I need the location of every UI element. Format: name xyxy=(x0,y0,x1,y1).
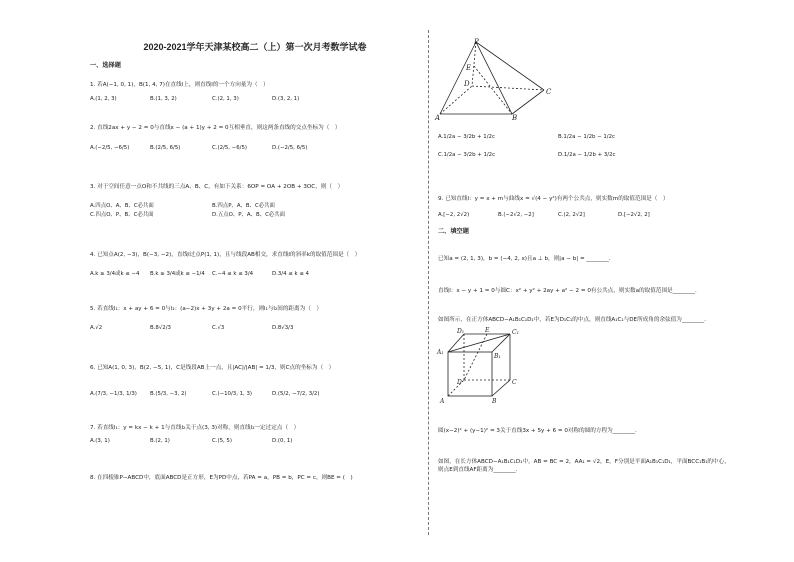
question-6: 6. 已知A(1, 0, 3)，B(2, −5, 1)，C是线段AB上一点，且|AC|/|AB| = 1/3，则C点的坐标为（ ） xyxy=(90,365,335,371)
question-1: 1. 若A(−1, 0, 1)，B(1, 4, 7)在直线l上，则直线l的一个方向量为（ ） xyxy=(90,82,269,88)
cube-label-c1: C₁ xyxy=(512,329,519,336)
q6-option-b: B.(5/3, −3, 2) xyxy=(150,391,187,397)
fill-question-3: 如图所示，在正方体ABCD−A₁B₁C₁D₁中，若E为D₁C₁的中点，则直线A₁C₁与DE所成角的余弦值为________． xyxy=(438,317,710,323)
right-column xyxy=(432,0,794,562)
pyramid-figure xyxy=(432,38,572,123)
q6-option-d: D.(5/2, −7/2, 3/2) xyxy=(272,391,320,397)
q3-option-d: D.五点O、P、A、B、C必共面 xyxy=(212,212,286,218)
q9-option-a: A.[−2, 2√2) xyxy=(438,212,470,218)
q8-option-d: D.1/2a − 1/2b + 3/2c xyxy=(558,152,616,158)
q1-option-c: C.(2, 1, 3) xyxy=(212,96,239,102)
q4-option-c: C.−4 ≤ k ≤ 3/4 xyxy=(212,271,254,277)
label-e: E xyxy=(466,64,472,72)
cube-label-b: B xyxy=(492,398,497,405)
q7-option-b: B.(2, 1) xyxy=(150,438,170,444)
q2-option-c: C.(2/5, −6/5) xyxy=(212,145,247,151)
question-4: 4. 已知点A(2, −3)，B(−3, −2)，直线l过点P(1, 1)，且与线段AB相交，求直线l的斜率k的取值范围是（ ） xyxy=(90,252,361,258)
q1-option-d: D.(3, 2, 1) xyxy=(272,96,300,102)
q9-option-b: B.(−2√2, −2] xyxy=(498,212,534,218)
q7-option-d: D.(0, 1) xyxy=(272,438,293,444)
cube-label-c: C xyxy=(512,379,517,386)
cube-label-a1: A₁ xyxy=(437,349,444,356)
q3-option-c: C.四点O、P、B、C必共面 xyxy=(90,212,154,218)
label-a: A xyxy=(435,114,441,122)
q3-option-b: B.四点P、A、B、C必共面 xyxy=(212,203,275,209)
q7-option-c: C.(5, 5) xyxy=(212,438,232,444)
q5-option-a: A.√2 xyxy=(90,325,103,331)
fill-question-4: 圆(x−2)² + (y−1)² = 3关于直线3x + 5y + 6 = 0对称的圆的方程为________． xyxy=(438,428,641,434)
q6-option-a: A.(7/3, −1/3, 1/3) xyxy=(90,391,137,397)
label-b: B xyxy=(512,114,518,122)
q2-option-a: A.(−2/5, −6/5) xyxy=(90,145,130,151)
cube-label-e: E xyxy=(485,327,490,334)
cube-label-b1: B₁ xyxy=(494,353,501,360)
q5-option-b: B.8√2/3 xyxy=(150,325,171,331)
q8-option-b: B.1/2a − 1/2b − 1/2c xyxy=(558,134,616,140)
fill-question-2: 直线l：x − y + 1 = 0与圆C：x² + y² + 2ay + a² − 2 = 0有公共点，则实数a的取值范围是________． xyxy=(438,288,701,294)
question-3: 3. 对于空间任意一点O和不共线的三点A、B、C，有如下关系：6OP = OA + 2OB + 3OC，则（ ） xyxy=(90,184,344,190)
question-5: 5. 若直线l₁：x + ay + 6 = 0与l₂：(a−2)x + 3y + 2a = 0平行，则l₁与l₂间的距离为（ ） xyxy=(90,306,322,312)
question-7: 7. 若直线l₁：y = kx − k + 1与直线l₂关于点(3, 3)对称，则直线l₂一定过定点（ ） xyxy=(90,425,300,431)
label-d: D xyxy=(464,80,470,88)
page-title: 2020-2021学年天津某校高二（上）第一次月考数学试卷 xyxy=(143,42,367,52)
section-choice-heading: 一、选择题 xyxy=(90,62,121,69)
q4-option-a: A.k ≥ 3/4或k ≤ −4 xyxy=(90,271,140,277)
question-9: 9. 已知直线l：y = x + m与曲线x = √(4 − y²)有两个公共点，则实数m的取值范围是（ ） xyxy=(438,196,669,202)
question-2: 2. 直线2ax + y − 2 = 0与直线x − (a + 1)y + 2 = 0互相垂直，则这两条直线的交点坐标为（ ） xyxy=(90,125,341,131)
q3-option-a: A.四点O、A、B、C必共面 xyxy=(90,203,154,209)
q5-option-c: C.√3 xyxy=(212,325,225,331)
fill-question-5: 如图，在长方体ABCD−A₁B₁C₁D₁中，AB = BC = 2，AA₁ = √2，E，F分别是平面A₁B₁C₁D₁，平面BCC₁B₁的中心， xyxy=(438,459,730,465)
q2-option-b: B.(2/5, 6/5) xyxy=(150,145,181,151)
q5-option-d: D.8√3/3 xyxy=(272,325,294,331)
cube-label-d: D xyxy=(457,379,462,386)
q6-option-c: C.(−10/3, 1, 3) xyxy=(212,391,253,397)
cube-label-d1: D₁ xyxy=(457,328,465,335)
q7-option-a: A.(3, 1) xyxy=(90,438,110,444)
label-p: P xyxy=(474,38,479,46)
cube-figure xyxy=(434,326,534,406)
fill-question-1: 已知a = (2, 1, 3)，b = (−4, 2, x)且a ⊥ b，则|a − b| = ________． xyxy=(438,256,615,262)
q4-option-b: B.k ≥ 3/4或k ≤ −1/4 xyxy=(150,271,205,277)
question-8: 8. 在四棱锥P−ABCD中，底面ABCD是正方形，E为PD中点，若PA = a，PB = b，PC = c，则BE = ( ) xyxy=(90,475,353,481)
label-c: C xyxy=(546,88,552,96)
q8-option-a: A.1/2a − 3/2b + 1/2c xyxy=(438,134,495,140)
q2-option-d: D.(−2/5, 6/5) xyxy=(272,145,308,151)
column-divider xyxy=(428,30,429,535)
q8-option-c: C.1/2a − 3/2b + 1/2c xyxy=(438,152,496,158)
q9-option-d: D.[−2√2, 2] xyxy=(618,212,650,218)
q1-option-b: B.(1, 3, 2) xyxy=(150,96,177,102)
fill-question-5-cont: 则点E到直线AF距离为________． xyxy=(438,467,522,473)
section-fill-heading: 二、填空题 xyxy=(438,228,469,235)
q4-option-d: D.3/4 ≤ k ≤ 4 xyxy=(272,271,309,277)
q1-option-a: A.(1, 2, 3) xyxy=(90,96,117,102)
q9-option-c: C.(2, 2√2] xyxy=(558,212,585,218)
cube-label-a: A xyxy=(440,398,445,405)
